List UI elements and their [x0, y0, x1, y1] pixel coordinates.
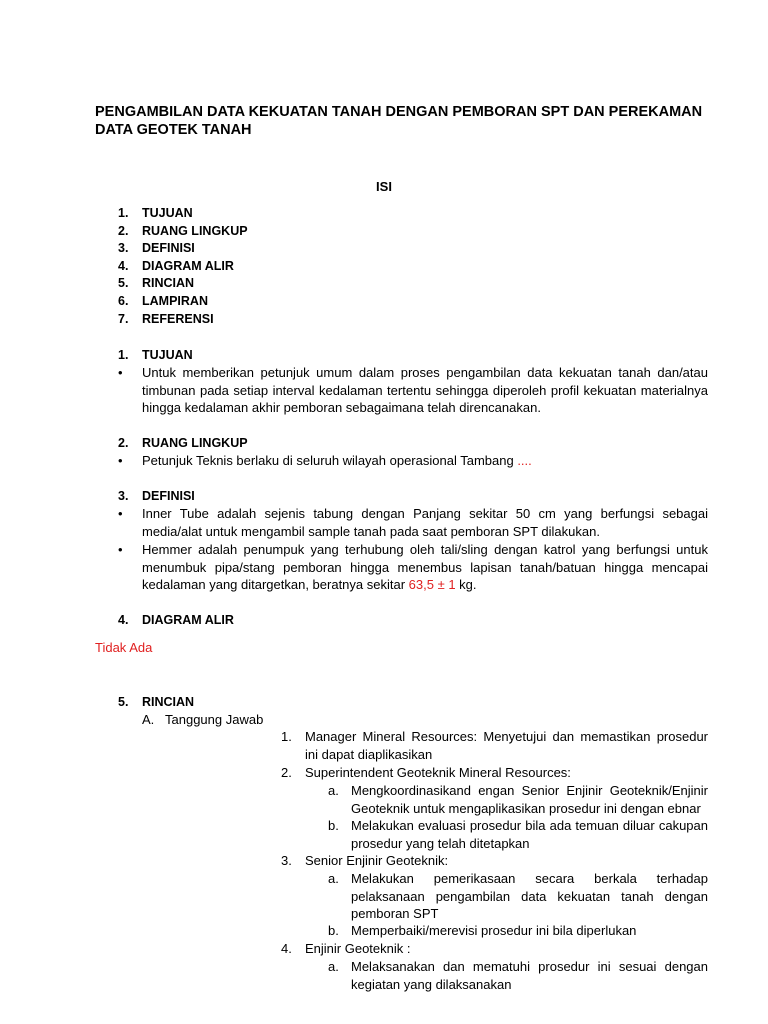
- list-number: b.: [328, 923, 339, 938]
- definisi-inner-tube: Inner Tube adalah sejenis tabung dengan Panjang sekitar 50 cm yang berfungsi sebagai media/alat untuk mengambil sample tanah pada saat pemboran SPT dilakukan.: [142, 506, 708, 539]
- list-item: Manager Mineral Resources: Menyetujui dan memastikan prosedur ini dapat diaplikasikan: [305, 729, 708, 762]
- document-title: PENGAMBILAN DATA KEKUATAN TANAH DENGAN PEMBORAN SPT DAN PEREKAMAN DATA GEOTEK TANAH: [95, 104, 703, 138]
- toc-item: 1. TUJUAN: [118, 206, 193, 220]
- section-heading-ruang-lingkup: 2. RUANG LINGKUP: [118, 436, 248, 450]
- toc-item: 3. DEFINISI: [118, 241, 195, 256]
- toc-item: 5. RINCIAN: [118, 276, 195, 291]
- list-number: a.: [328, 959, 339, 974]
- list-number: 2.: [281, 765, 292, 780]
- definisi-hemmer: Hemmer adalah penumpuk yang terhubung oleh tali/sling dengan katrol yang berfungsi untuk menumbuk pipa/stang pemboran hingga menembus lapisan tanah/batuan hingga mencapai kedalaman yang ditargetkan, beratnya sekitar 63,5 ± 1 kg.: [142, 542, 708, 593]
- toc-item: 6. LAMPIRAN: [118, 293, 208, 308]
- section-heading-rincian: 5. RINCIAN: [118, 695, 195, 709]
- toc-item: 7. REFERENSI: [118, 311, 214, 326]
- ruang-lingkup-text: Petunjuk Teknis berlaku di seluruh wilayah operasional Tambang ....: [142, 453, 532, 468]
- bullet-icon: •: [118, 542, 123, 557]
- list-number: 4.: [281, 941, 292, 956]
- list-item: Senior Enjinir Geoteknik:: [305, 853, 449, 868]
- toc-item: 2. RUANG LINGKUP: [118, 223, 248, 238]
- subsection-tanggung-jawab: A. Tanggung Jawab: [142, 712, 264, 727]
- tujuan-text: Untuk memberikan petunjuk umum dalam proses pengambilan data kekuatan tanah dan/atau timbunan pada setiap interval kedalaman tertentu sehingga diperoleh profil kekuatan materialnya hingga kedalaman akhir pemboran sebagaimana telah direncanakan.: [142, 365, 708, 416]
- toc-heading: ISI: [376, 179, 392, 194]
- list-number: b.: [328, 818, 339, 833]
- list-item: Melakukan evaluasi prosedur bila ada temuan diluar cakupan prosedur yang telah ditetapkan: [351, 818, 708, 851]
- diagram-alir-note: Tidak Ada: [95, 640, 153, 655]
- bullet-icon: •: [118, 365, 123, 380]
- table-of-contents: [118, 205, 248, 328]
- list-item: Mengkoordinasikand engan Senior Enjinir Geoteknik/Enjinir Geoteknik untuk mengaplikasikan prosedur ini dengan ebnar: [351, 783, 708, 816]
- toc-item: 4. DIAGRAM ALIR: [118, 258, 234, 273]
- list-item: Melakukan pemerikasaan secara berkala terhadap pelaksanaan pengambilan data kekuatan tanah dengan pemboran SPT: [351, 871, 708, 922]
- placeholder-highlight: ....: [517, 453, 532, 468]
- section-heading-definisi: 3. DEFINISI: [118, 489, 195, 503]
- list-number: a.: [328, 783, 339, 798]
- section-heading-tujuan: 1. TUJUAN: [118, 348, 193, 362]
- list-item: Melaksanakan dan mematuhi prosedur ini sesuai dengan kegiatan yang dilaksanakan: [351, 959, 708, 992]
- list-number: a.: [328, 871, 339, 886]
- section-heading-diagram-alir: 4. DIAGRAM ALIR: [118, 613, 234, 627]
- weight-highlight: 63,5 ± 1: [408, 577, 456, 593]
- list-item: Enjinir Geoteknik :: [305, 941, 411, 956]
- bullet-icon: •: [118, 453, 123, 468]
- list-item: Superintendent Geoteknik Mineral Resources:: [305, 765, 571, 780]
- list-item: Memperbaiki/merevisi prosedur ini bila diperlukan: [351, 923, 637, 938]
- bullet-icon: •: [118, 506, 123, 521]
- list-number: 1.: [281, 729, 292, 744]
- list-number: 3.: [281, 853, 292, 868]
